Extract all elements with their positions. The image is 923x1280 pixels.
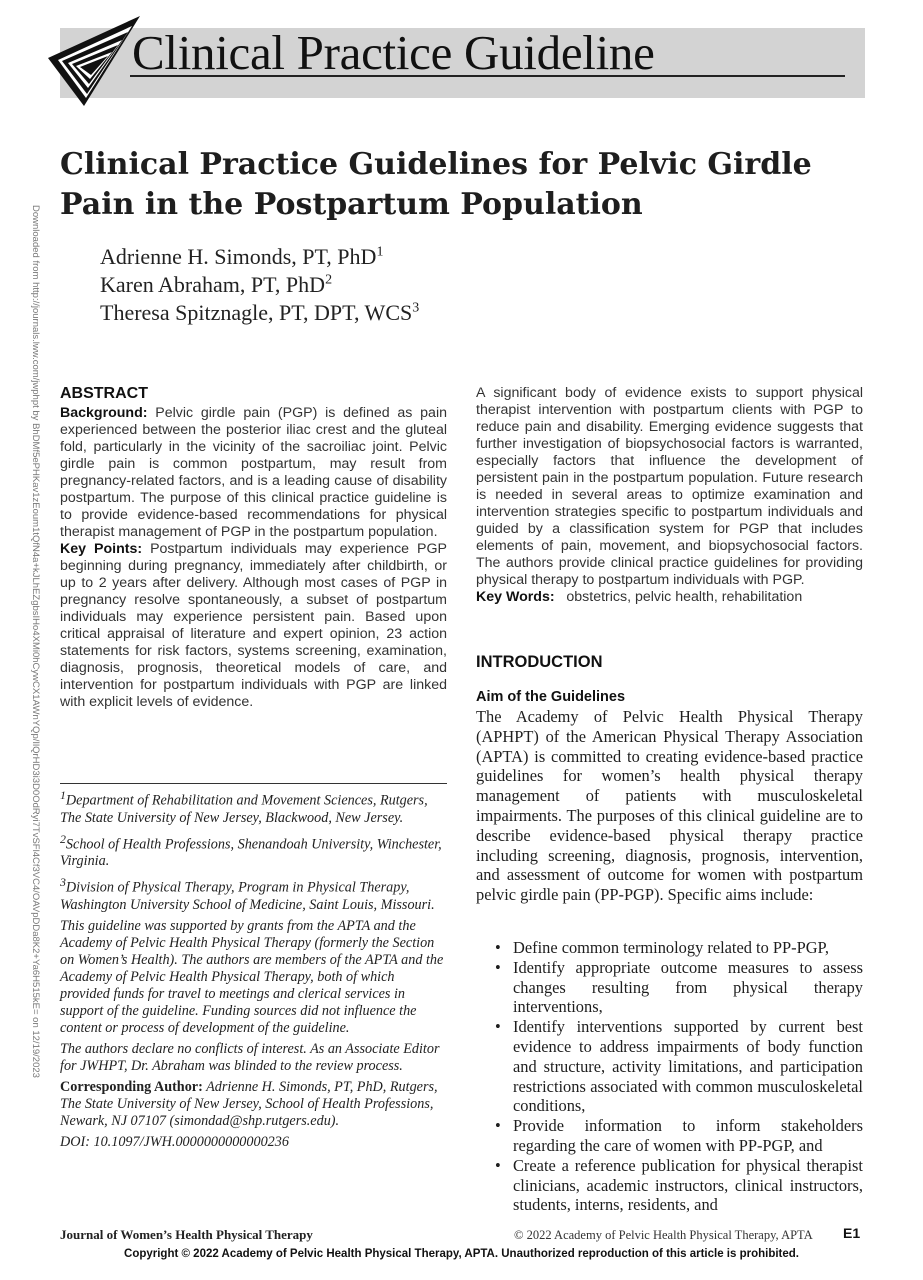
- abstract-heading: ABSTRACT: [60, 385, 148, 402]
- list-item: [492, 1116, 863, 1156]
- author-affiliation-mark: 1: [376, 244, 384, 260]
- side-download-note: [22, 205, 44, 1078]
- author-affiliation-mark: 3: [412, 300, 420, 316]
- bullet-icon: •: [495, 938, 501, 957]
- affiliation-text: School of Health Professions, Shenandoah University, Winchester, Virginia.: [60, 836, 442, 870]
- affiliation-mark: 1: [60, 788, 66, 802]
- corresponding-text: Adrienne H. Simonds, PT, PhD, Rutgers, The State University of New Jersey, School of Health Professions, Newark, NJ 07107 (simondad@shp.rutgers.edu).: [60, 1079, 438, 1130]
- affiliation-2: [60, 831, 447, 871]
- corresponding-label: Corresponding Author:: [60, 1079, 203, 1096]
- bullet-icon: •: [495, 957, 501, 977]
- list-item: [492, 938, 863, 958]
- affiliation-3: [60, 874, 447, 914]
- author-list: [100, 243, 419, 327]
- key-words-text: obstetrics, pelvic health, rehabilitation: [566, 589, 803, 605]
- aim-subheading: Aim of the Guidelines: [476, 689, 626, 705]
- author-name: Adrienne H. Simonds, PT, PhD: [100, 244, 377, 269]
- list-item-text: Create a reference publication for physical therapist clinicians, academic instructors, clinical instructors, students, interns, residents, and: [513, 1155, 863, 1215]
- background-text: Pelvic girdle pain (PGP) is defined as pain experienced between the posterior iliac crest and the gluteal fold, particularly in the vicinity of the sacroiliac joint. Pelvic girdle pain is common postpartum, may result from pregnancy-related factors, and is a leading cause of disability postpartum. The purpose of this clinical practice guideline is to provide evidence-based recommendations for physical therapist management of PGP in the postpartum population.: [60, 405, 447, 540]
- list-item-text: Identify appropriate outcome measures to assess changes resulting from physical therapy interventions,: [513, 957, 863, 1017]
- author-name: Karen Abraham, PT, PhD: [100, 272, 326, 297]
- corresponding-author: [60, 1079, 447, 1130]
- author-name: Theresa Spitznagle, PT, DPT, WCS: [100, 300, 413, 325]
- article-title: Clinical Practice Guidelines for Pelvic Girdle Pain in the Postpartum Population: [60, 147, 812, 222]
- author-3: [100, 299, 419, 327]
- reproduction-notice: Copyright © 2022 Academy of Pelvic Health Physical Therapy, APTA. Unauthorized reproduction of this article is prohibited.: [124, 1248, 799, 1260]
- guideline-logo-icon: [44, 14, 144, 110]
- footer-copyright: © 2022 Academy of Pelvic Health Physical Therapy, APTA: [514, 1228, 813, 1242]
- header-title: Clinical Practice Guideline: [132, 25, 655, 80]
- key-words-label: Key Words:: [476, 589, 555, 605]
- footnote-divider: [60, 783, 447, 784]
- journal-name: Journal of Women’s Health Physical Therapy: [60, 1227, 313, 1242]
- key-words: [476, 589, 863, 606]
- list-item: [492, 958, 863, 1017]
- abstract-continued-text: A significant body of evidence exists to support physical therapist intervention with postpartum clients with PGP to reduce pain and disability. Emerging evidence suggests that further investigation of biopsychosocial factors is warranted, especially factors that influence the development of persistent pain in the postpartum population. Future research is needed in several areas to optimize examination and intervention strategies specific to postpartum individuals and guided by a classification system for PGP that includes elements of pain, movement, and biopsychosocial factors. The authors provide clinical practice guidelines for providing physical therapy to postpartum individuals with PGP.: [476, 385, 863, 588]
- introduction-body: The Academy of Pelvic Health Physical Therapy (APHPT) of the American Physical Therapy Association (APTA) is committed to creating evidence-based practice guidelines for women’s health physical therapy management of patients with musculoskeletal impairments. The purposes of this clinical guideline are to describe evidence-based physical therapy practice including screening, diagnosis, prognosis, intervention, and assessment of outcome for women with postpartum pelvic girdle pain (PP-PGP). Specific aims include:: [476, 707, 863, 905]
- affiliation-text: Division of Physical Therapy, Program in Physical Therapy, Washington University School of Medicine, Saint Louis, Missouri.: [60, 880, 435, 914]
- side-download-text: Downloaded from http://journals.lww.com/jwphpt by BhDMf5ePHKav1zEoum1tQfN4a+kJLhEZgbsIHo4XMi0hCywCX1AWnYQp/IlQrHD3i3D0OdRyi7TvSFl4Cf3VC4/OAVpDDa8K2+Ya6H515kE= on 12/19/2023: [30, 205, 41, 1078]
- list-item: [492, 1017, 863, 1116]
- author-2: [100, 271, 419, 299]
- page-number: E1: [843, 1225, 861, 1241]
- affiliation-mark: 3: [60, 875, 66, 890]
- conflict-statement: The authors declare no conflicts of interest. As an Associate Editor for JWHPT, Dr. Abraham was blinded to the review process.: [60, 1041, 440, 1075]
- abstract-background: [60, 405, 447, 541]
- abstract-key-points: [60, 541, 447, 711]
- author-1: [100, 243, 419, 271]
- doi: DOI: 10.1097/JWH.0000000000000236: [60, 1134, 289, 1151]
- abstract-continued: [476, 385, 863, 606]
- affiliation-1: [60, 787, 447, 827]
- affiliation-text: Department of Rehabilitation and Movement Sciences, Rutgers, The State University of New Jersey, Blackwood, New Jersey.: [60, 792, 428, 826]
- author-affiliation-mark: 2: [325, 272, 333, 288]
- affiliation-mark: 2: [60, 831, 66, 846]
- footnotes: [60, 787, 447, 1155]
- key-points-text: Postpartum individuals may experience PGP beginning during pregnancy, immediately after childbirth, or up to 2 years after delivery. Although most cases of PGP in pregnancy resolve spontaneously, a subset of postpartum individuals may experience persistent pain. Based upon critical appraisal of literature and expert opinion, 23 action statements for risk factors, systems screening, examination, diagnosis, prognosis, theoretical models of care, and intervention for postpartum individuals with PGP are linked with explicit levels of evidence.: [60, 541, 447, 710]
- background-label: Background:: [60, 405, 148, 421]
- introduction-heading: INTRODUCTION: [476, 653, 603, 671]
- key-points-label: Key Points:: [60, 541, 143, 557]
- bullet-icon: •: [495, 1155, 501, 1175]
- bullet-icon: •: [495, 1116, 501, 1136]
- funding-statement: This guideline was supported by grants from the APTA and the Academy of Pelvic Health Physical Therapy (formerly the Section on Women’s Health). The authors are members of the APTA and the Academy of Pelvic Health Physical Therapy, both of which provided funds for travel to meetings and clerical services in support of the guideline. Funding sources did not influence the content or process of development of the guideline.: [60, 918, 444, 1037]
- abstract: [60, 384, 447, 711]
- aims-list: [492, 938, 863, 1215]
- list-item-text: Provide information to inform stakeholders regarding the care of women with PP-PGP, and: [513, 1116, 863, 1155]
- list-item: [492, 1156, 863, 1215]
- list-item-text: Identify interventions supported by current best evidence to address impairments of body function and structure, activity limitations, and participation restrictions associated with common musculoskeletal conditions,: [513, 1017, 863, 1116]
- bullet-icon: •: [495, 1017, 501, 1037]
- list-item-text: Define common terminology related to PP-PGP,: [513, 938, 829, 957]
